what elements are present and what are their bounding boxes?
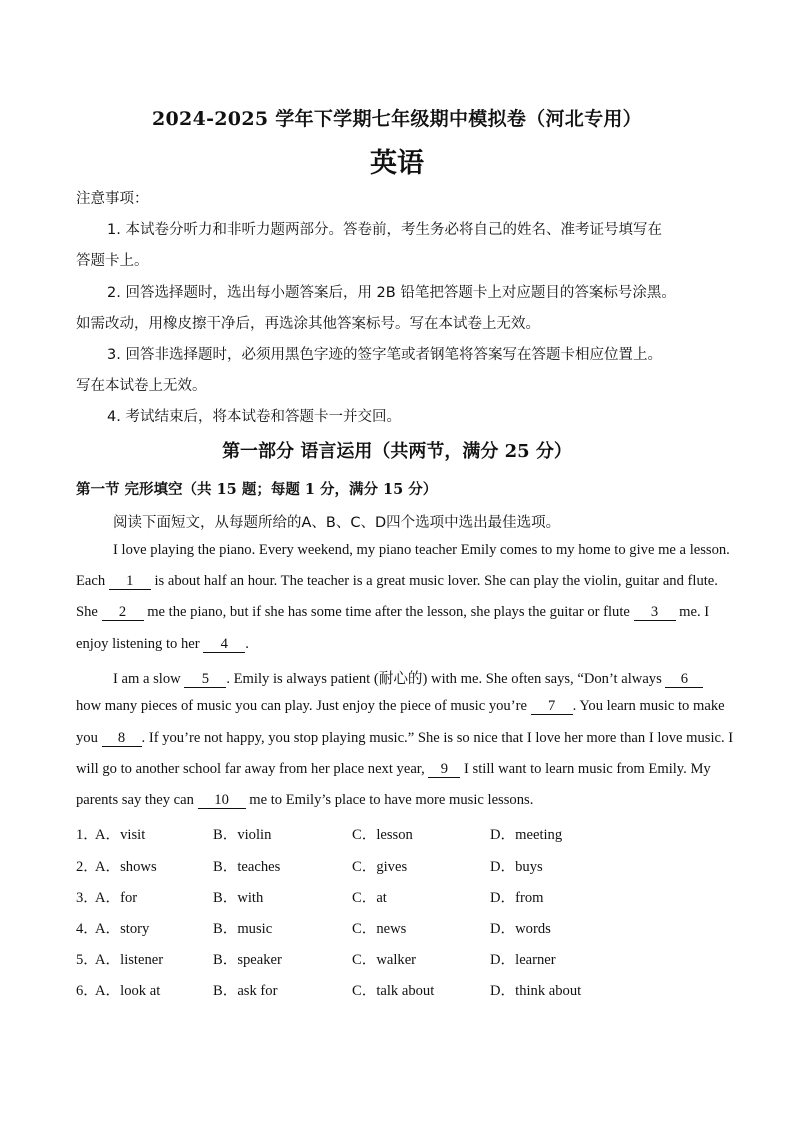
notice-item-1-cont: 答题卡上。 <box>76 253 149 269</box>
section-one-title: 第一节 完形填空（共 15 题；每题 1 分，满分 15 分） <box>76 481 438 498</box>
option-b: B．speaker <box>213 952 282 968</box>
passage-text: will go to another school far away from her place next year, <box>76 761 429 777</box>
passage-line <box>76 573 718 590</box>
passage-line <box>76 636 249 653</box>
option-c: C．walker <box>352 952 417 968</box>
passage-text: me the piano, but if she has some time after the lesson, she plays the guitar or flute <box>143 604 634 620</box>
option-c: C．talk about <box>352 983 435 999</box>
option-d: D．think about <box>490 983 582 999</box>
option-d: D．words <box>490 921 551 937</box>
blank-9: 9 <box>428 762 460 778</box>
passage-text: I am a slow <box>113 671 185 687</box>
part-one-title: 第一部分 语言运用（共两节，满分 25 分） <box>222 441 572 462</box>
passage-text: . Emily is always patient (耐心的) with me. She often says, “Don’t always <box>226 671 666 687</box>
blank-4: 4 <box>203 637 245 653</box>
passage-text: She <box>76 604 102 620</box>
option-d: D．buys <box>490 859 543 875</box>
passage-text: . If you’re not happy, you stop playing music.” She is so nice that I love her more than I love music. I <box>141 730 734 746</box>
option-d: D．learner <box>490 952 556 968</box>
question-number: 1． <box>76 827 98 843</box>
option-b: B．violin <box>213 827 272 843</box>
option-a: A．story <box>95 921 150 937</box>
blank-8: 8 <box>102 731 142 747</box>
blank-10: 10 <box>198 793 246 809</box>
option-a: A．listener <box>95 952 164 968</box>
notice-item-1: 1. 本试卷分听力和非听力题两部分。答卷前，考生务必将自己的姓名、准考证号填写在 <box>107 222 662 238</box>
notice-item-2: 2. 回答选择题时，选出每小题答案后，用 2B 铅笔把答题卡上对应题目的答案标号涂黑。 <box>107 285 676 301</box>
passage-line <box>76 792 533 809</box>
passage-line <box>76 761 711 778</box>
question-number: 4． <box>76 921 98 937</box>
option-c: C．gives <box>352 859 408 875</box>
option-c: C．at <box>352 890 387 906</box>
question-number: 2． <box>76 859 98 875</box>
question-number: 3． <box>76 890 98 906</box>
passage-text: . You learn music to make <box>572 698 725 714</box>
passage-text: parents say they can <box>76 792 198 808</box>
option-b: B．teaches <box>213 859 281 875</box>
passage-line <box>76 730 733 747</box>
passage-text: how many pieces of music you can play. Just enjoy the piece of music you’re <box>76 698 531 714</box>
option-c: C．lesson <box>352 827 413 843</box>
passage-text: you <box>76 730 102 746</box>
notice-item-2-cont: 如需改动，用橡皮擦干净后，再选涂其他答案标号。写在本试卷上无效。 <box>76 316 540 332</box>
notice-item-3: 3. 回答非选择题时，必须用黑色字迹的签字笔或者钢笔将答案写在答题卡相应位置上。 <box>107 347 662 363</box>
passage-line <box>113 667 703 688</box>
passage-text: I still want to learn music from Emily. My <box>460 761 711 777</box>
passage-text: enjoy listening to her <box>76 636 204 652</box>
passage-line <box>76 698 725 715</box>
passage-line <box>76 604 709 621</box>
exam-title: 2024-2025 学年下学期七年级期中模拟卷（河北专用） <box>152 108 642 130</box>
option-a: A．for <box>95 890 138 906</box>
passage-text: me to Emily’s place to have more music lessons. <box>245 792 534 808</box>
passage-text: Each <box>76 573 109 589</box>
blank-7: 7 <box>531 699 573 715</box>
option-b: B．with <box>213 890 264 906</box>
option-a: A．look at <box>95 983 161 999</box>
question-number: 5． <box>76 952 98 968</box>
blank-5: 5 <box>184 672 226 688</box>
passage-line: I love playing the piano. Every weekend, my piano teacher Emily comes to my home to give me a lesson. <box>113 542 730 558</box>
passage-text: me. I <box>675 604 710 620</box>
subject-title: 英语 <box>370 148 424 179</box>
option-c: C．news <box>352 921 407 937</box>
blank-3: 3 <box>634 605 676 621</box>
blank-6: 6 <box>665 672 703 688</box>
option-b: B．music <box>213 921 273 937</box>
blank-1: 1 <box>109 574 151 590</box>
option-a: A．shows <box>95 859 157 875</box>
question-number: 6． <box>76 983 98 999</box>
notice-item-3-cont: 写在本试卷上无效。 <box>76 378 207 394</box>
option-d: D．meeting <box>490 827 563 843</box>
passage-text: . <box>245 636 249 652</box>
passage-text: is about half an hour. The teacher is a great music lover. She can play the violin, guitar and flute. <box>150 573 718 589</box>
notice-item-4: 4. 考试结束后，将本试卷和答题卡一并交回。 <box>107 409 401 425</box>
blank-2: 2 <box>102 605 144 621</box>
option-b: B．ask for <box>213 983 278 999</box>
section-instruction: 阅读下面短文，从每题所给的A、B、C、D四个选项中选出最佳选项。 <box>113 515 561 531</box>
option-a: A．visit <box>95 827 146 843</box>
option-d: D．from <box>490 890 544 906</box>
notice-heading: 注意事项： <box>76 191 149 207</box>
